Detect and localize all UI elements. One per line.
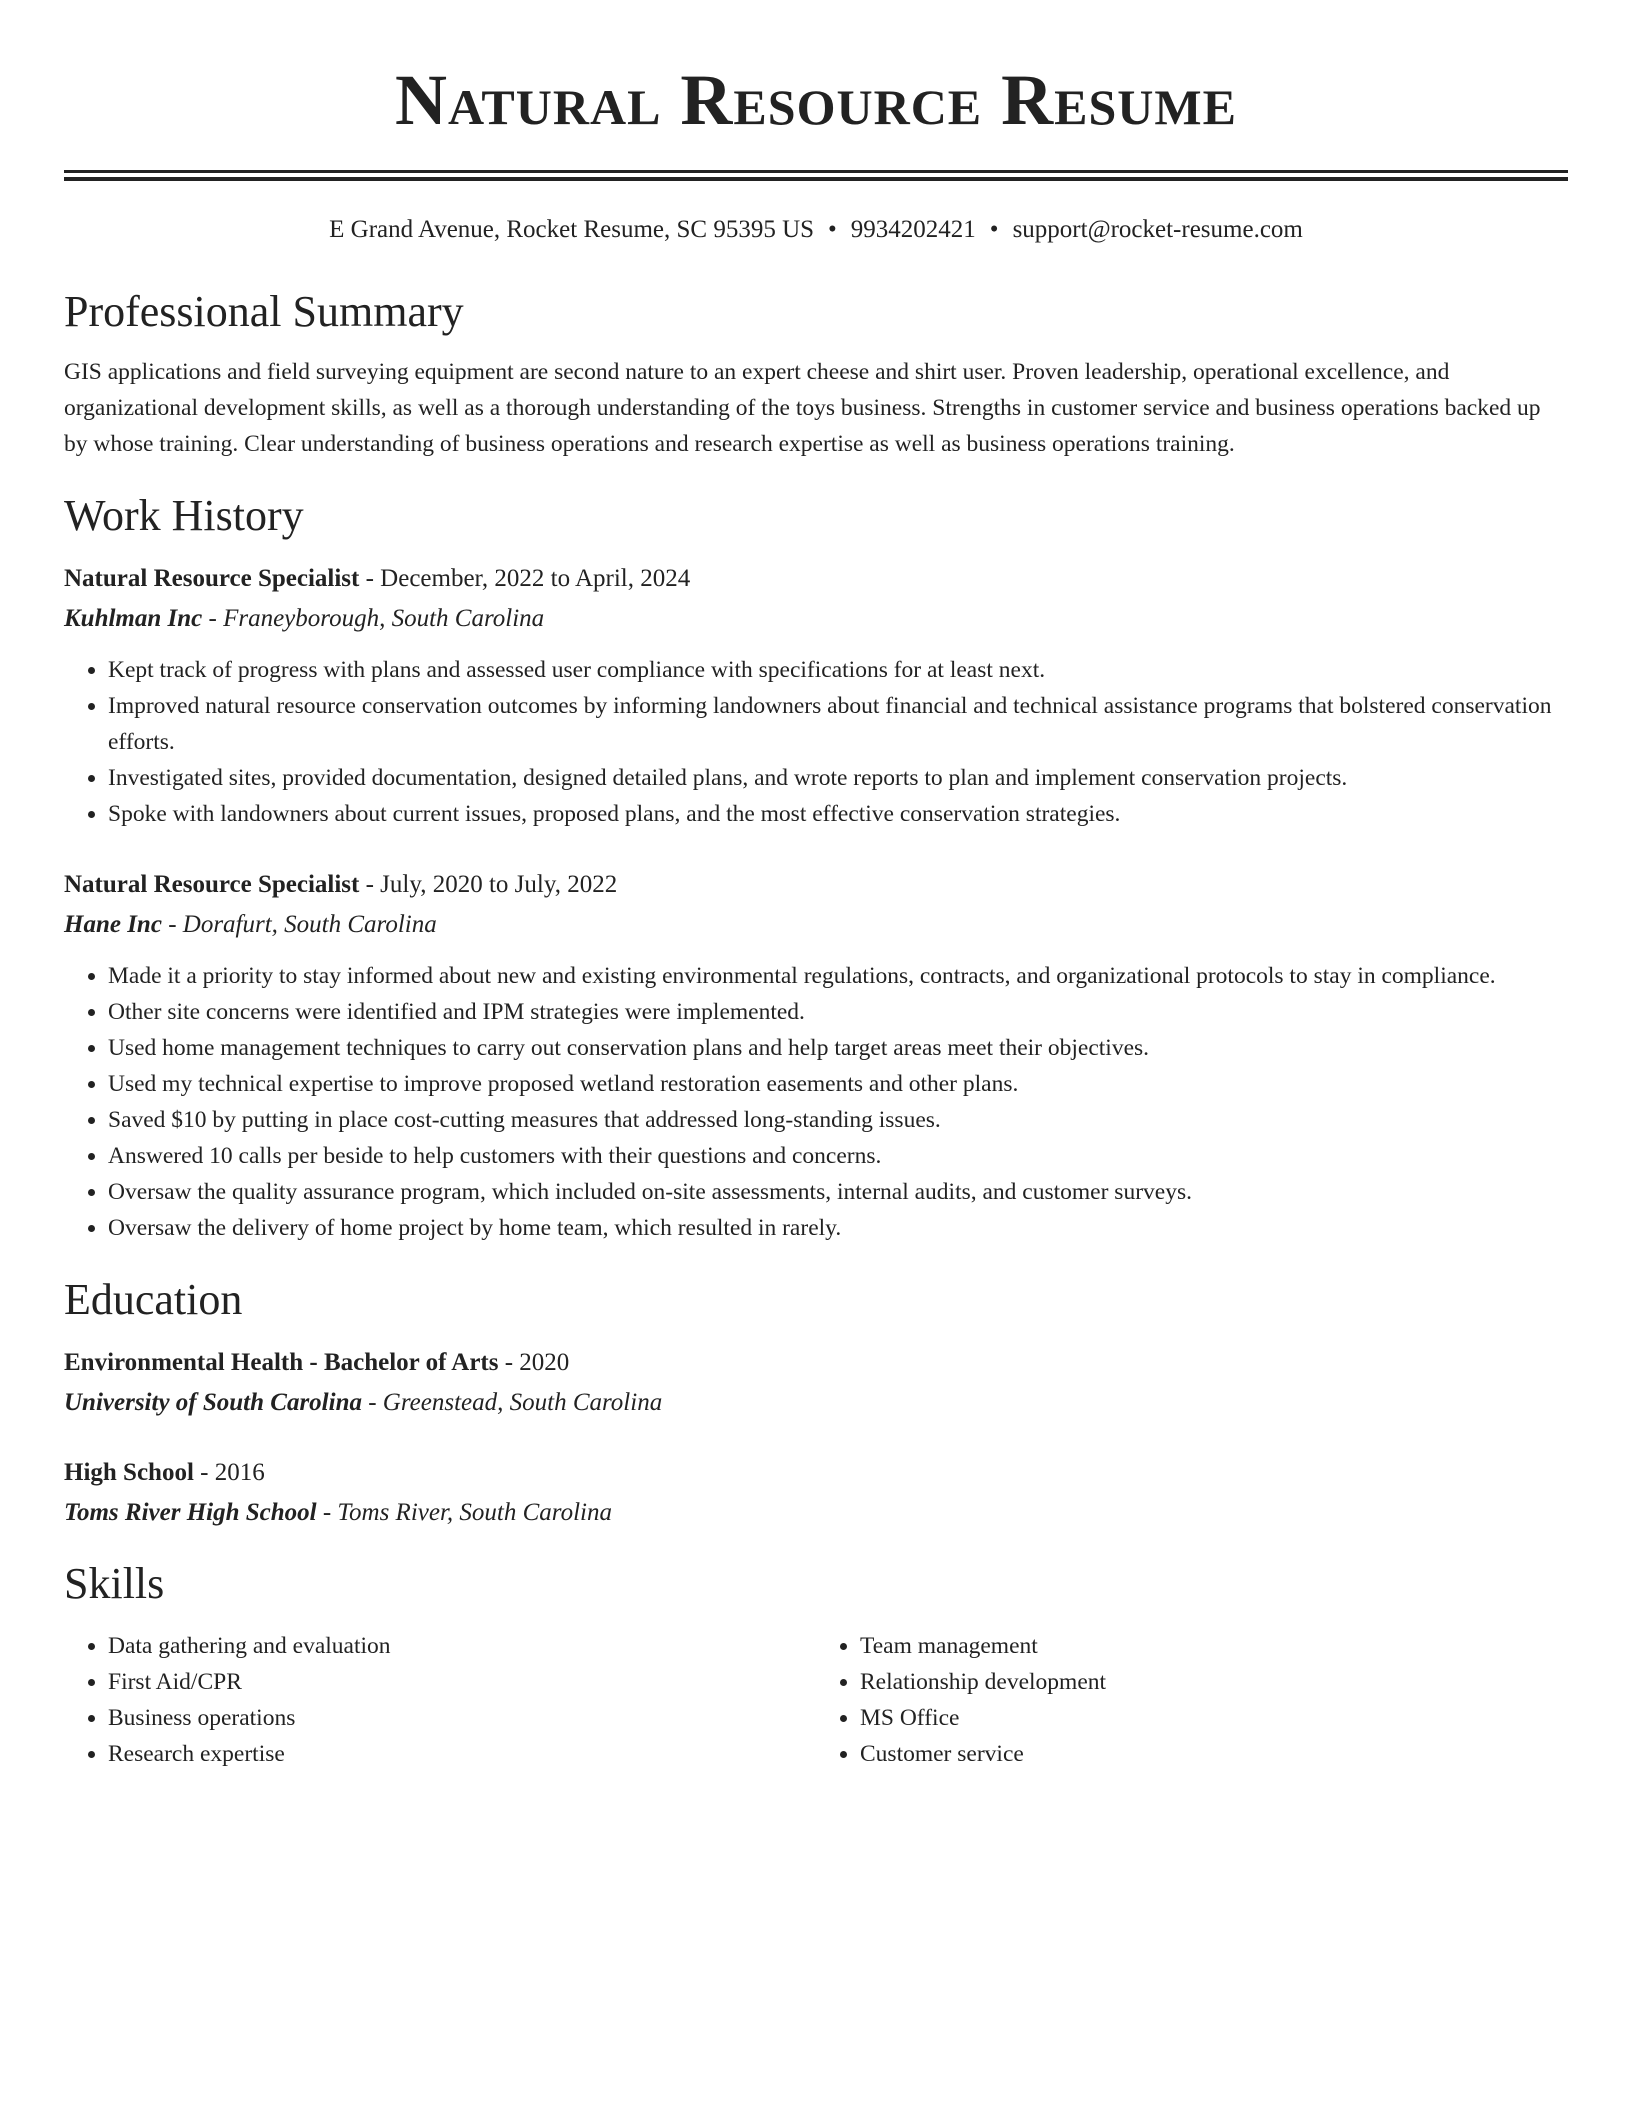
skill-item: • First Aid/CPR	[108, 1664, 816, 1700]
education-location: - Toms River, South Carolina	[316, 1499, 612, 1526]
contact-line	[64, 214, 1568, 246]
education-heading: Education	[64, 1275, 243, 1324]
job-location: - Dorafurt, South Carolina	[161, 911, 437, 938]
education-location: - Greenstead, South Carolina	[361, 1389, 663, 1416]
skill-item: • Business operations	[108, 1700, 816, 1736]
skill-item: • Research expertise	[108, 1736, 816, 1772]
job-company: Hane Inc	[64, 911, 162, 938]
job-duties-list	[64, 652, 1568, 832]
job-duties-list	[64, 958, 1568, 1246]
skill-item: • MS Office	[860, 1700, 1568, 1736]
contact-separator: •	[828, 216, 837, 243]
job-title: Natural Resource Specialist	[64, 565, 360, 592]
job-duty: • Spoke with landowners about current issues, proposed plans, and the most effective conservation strategies.	[108, 796, 1568, 832]
skills-column-right	[816, 1628, 1568, 1772]
work-history-heading: Work History	[64, 491, 304, 540]
education-institution	[64, 1496, 1568, 1530]
job-entry	[64, 562, 1568, 832]
job-location: - Franeyborough, South Carolina	[202, 605, 545, 632]
job-employer	[64, 908, 1568, 942]
education-school: Toms River High School	[64, 1499, 317, 1526]
contact-separator: •	[989, 216, 999, 243]
education-year: - 2020	[498, 1349, 570, 1376]
education-degree: High School	[64, 1459, 194, 1486]
skill-item: • Team management	[860, 1628, 1568, 1664]
job-header	[64, 868, 1568, 902]
job-duty: • Investigated sites, provided documentation, designed detailed plans, and wrote reports to plan and implement conservation projects.	[108, 760, 1568, 796]
job-duty: • Oversaw the quality assurance program, which included on-site assessments, internal audits, and customer surveys.	[108, 1174, 1568, 1210]
job-duty: • Oversaw the delivery of home project by home team, which resulted in rarely.	[108, 1210, 1568, 1246]
education-header	[64, 1456, 1568, 1490]
education-school: University of South Carolina	[64, 1389, 362, 1416]
skill-item: • Data gathering and evaluation	[108, 1628, 816, 1664]
education-year: - 2016	[193, 1459, 265, 1486]
job-employer	[64, 602, 1568, 636]
skills-column-left	[64, 1628, 816, 1772]
job-duty: • Made it a priority to stay informed about new and existing environmental regulations, contracts, and organizational protocols to stay in compliance.	[108, 958, 1568, 994]
education-entry	[64, 1456, 1568, 1530]
job-header	[64, 562, 1568, 596]
education-degree: Environmental Health - Bachelor of Arts	[64, 1349, 499, 1376]
skills-heading: Skills	[64, 1559, 165, 1608]
job-duty: • Used home management techniques to carry out conservation plans and help target areas meet their objectives.	[108, 1030, 1568, 1066]
job-company: Kuhlman Inc	[64, 605, 203, 632]
skills-grid	[64, 1628, 1568, 1772]
job-duty: • Kept track of progress with plans and assessed user compliance with specifications for at least next.	[108, 652, 1568, 688]
job-duty: • Used my technical expertise to improve proposed wetland restoration easements and other plans.	[108, 1066, 1568, 1102]
job-title: Natural Resource Specialist	[64, 871, 360, 898]
skill-item: • Customer service	[860, 1736, 1568, 1772]
job-duty: • Improved natural resource conservation outcomes by informing landowners about financial and technical assistance programs that bolstered conservation efforts.	[108, 688, 1568, 760]
job-duty: • Answered 10 calls per beside to help customers with their questions and concerns.	[108, 1138, 1568, 1174]
contact-email: support@rocket-resume.com	[1012, 216, 1303, 243]
education-header	[64, 1346, 1568, 1380]
education-institution	[64, 1386, 1568, 1420]
job-dates: - December, 2022 to April, 2024	[359, 565, 691, 592]
skill-item: • Relationship development	[860, 1664, 1568, 1700]
job-dates: - July, 2020 to July, 2022	[359, 871, 618, 898]
contact-address: E Grand Avenue, Rocket Resume, SC 95395 US	[329, 216, 815, 243]
job-entry	[64, 868, 1568, 1246]
title-double-rule	[64, 170, 1568, 181]
education-entry	[64, 1346, 1568, 1420]
resume-title: Natural Resource Resume	[395, 60, 1237, 140]
summary-text: GIS applications and field surveying equipment are second nature to an expert cheese and shirt user. Proven leadership, operational excellence, and organizational development skills, as well as a thorough understanding of the toys business. Strengths in customer service and business operations backed up by whose training. Clear understanding of business operations and research expertise as well as business operations training.	[64, 359, 1541, 457]
summary-heading: Professional Summary	[64, 287, 464, 336]
job-duty: • Other site concerns were identified and IPM strategies were implemented.	[108, 994, 1568, 1030]
contact-phone: 9934202421	[850, 216, 976, 243]
job-duty: • Saved $10 by putting in place cost-cutting measures that addressed long-standing issues.	[108, 1102, 1568, 1138]
